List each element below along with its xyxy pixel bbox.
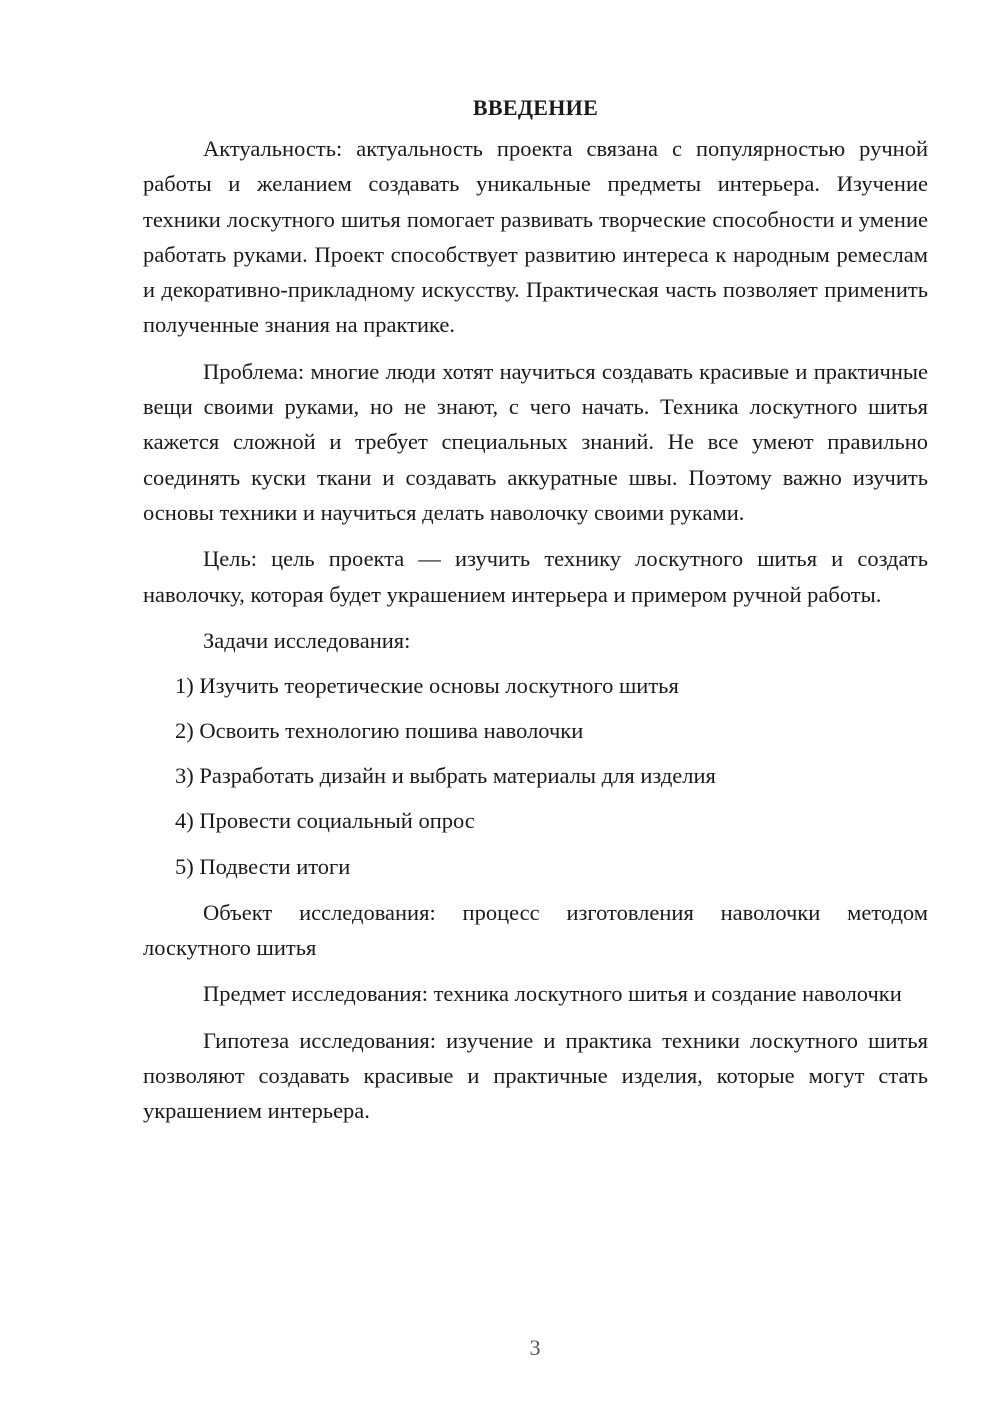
document-page	[143, 90, 928, 1140]
object-paragraph: Объект исследования: процесс изготовления наволочки методом лоскутного шитья	[143, 899, 928, 961]
page-number: 3	[529, 1335, 541, 1360]
document-title: ВВЕДЕНИЕ	[472, 95, 599, 120]
task-item: 1) Изучить теоретические основы лоскутного шитья	[175, 673, 679, 699]
task-item: 5) Подвести итоги	[175, 853, 351, 879]
task-item: 2) Освоить технологию пошива наволочки	[175, 718, 584, 744]
relevance-paragraph: Актуальность: актуальность проекта связана с популярностью ручной работы и желанием создавать уникальные предметы интерьера. Изучение техники лоскутного шитья помогает развивать творческие способности и умение работать руками. Проект способствует развитию интереса к народным ремеслам и декоративно-прикладному искусству. Практическая часть позволяет применить полученные знания на практике.	[143, 136, 928, 338]
goal-paragraph: Цель: цель проекта — изучить технику лоскутного шитья и создать наволочку, которая будет украшением интерьера и примером ручной работы.	[143, 546, 928, 607]
task-item: 4) Провести социальный опрос	[175, 808, 475, 834]
tasks-heading: Задачи исследования:	[203, 627, 411, 653]
subject-paragraph: Предмет исследования: техника лоскутного шитья и создание наволочки	[203, 981, 902, 1007]
problem-paragraph: Проблема: многие люди хотят научиться создавать красивые и практичные вещи своими руками, но не знают, с чего начать. Техника лоскутного шитья кажется сложной и требует специальных знаний. Не все умеют правильно соединять куски ткани и создавать аккуратные швы. Поэтому важно изучить основы техники и научиться делать наволочку своими руками.	[143, 358, 928, 525]
tasks-list	[143, 668, 928, 884]
task-item: 3) Разработать дизайн и выбрать материалы для изделия	[175, 763, 716, 789]
hypothesis-paragraph: Гипотеза исследования: изучение и практика техники лоскутного шитья позволяют создавать красивые и практичные изделия, которые могут стать украшением интерьера.	[143, 1027, 928, 1124]
